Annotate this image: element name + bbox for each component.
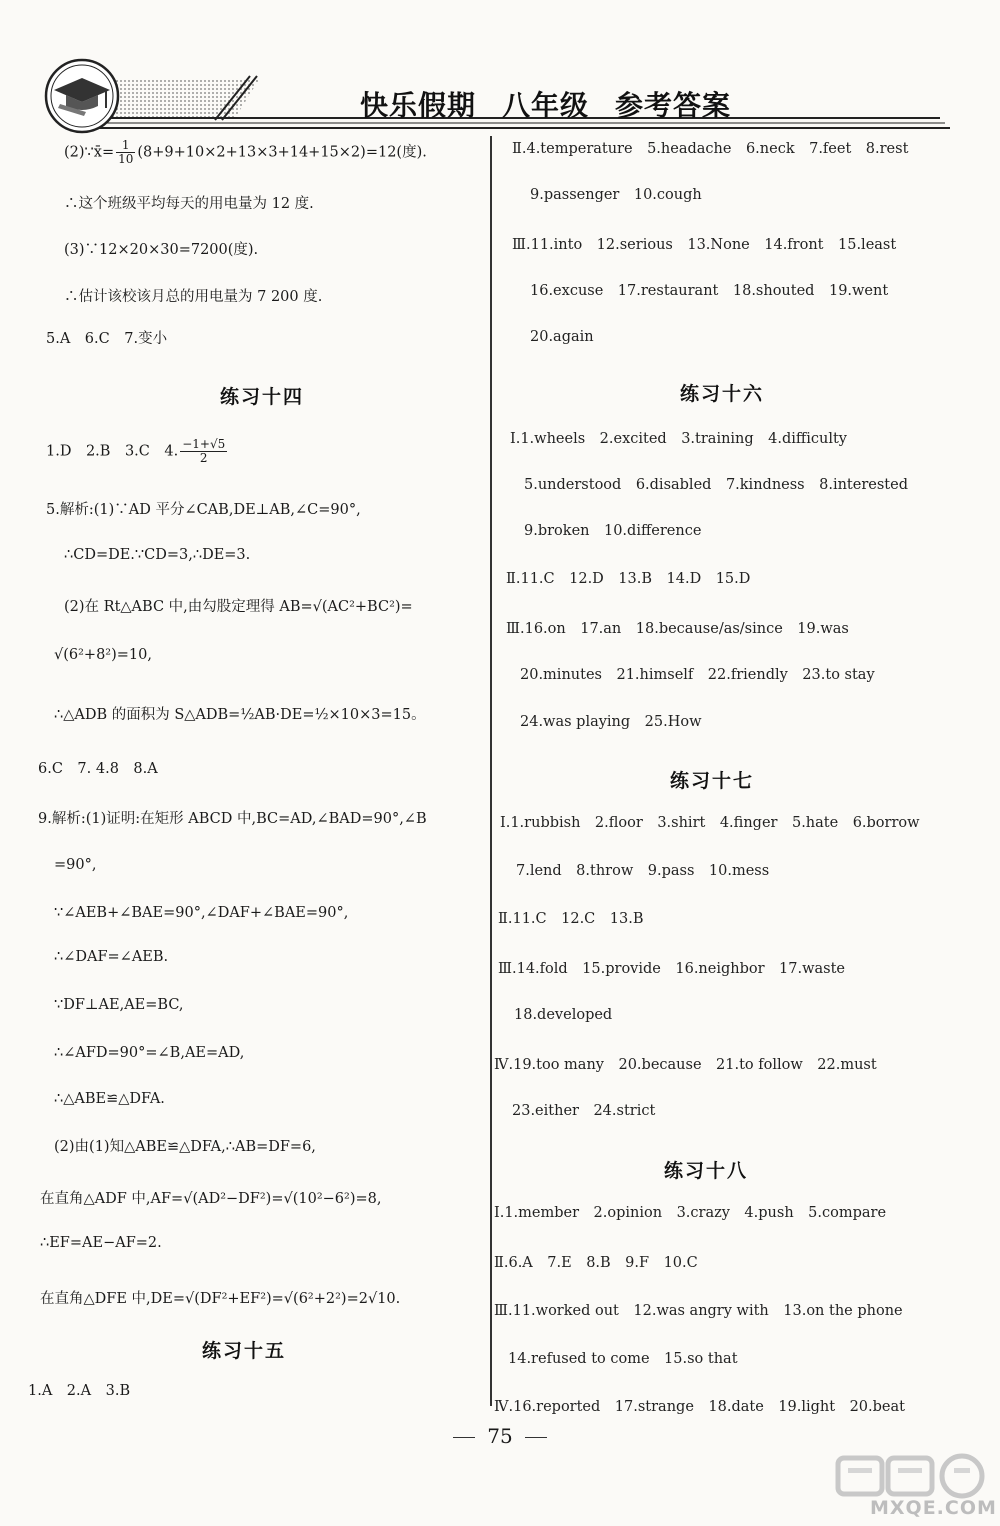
fraction-answer-4 [180,438,227,465]
right-line-6: Ⅰ.1.wheels 2.excited 3.training 4.difficulty [510,431,847,447]
left-line-16: ∴∠DAF=∠AEB. [54,949,169,965]
right-line-12: 24.was playing 25.How [520,714,702,730]
section-title-14: 练习十四 [220,386,305,408]
right-line-15: Ⅱ.11.C 12.C 13.B [498,911,644,927]
right-line-8: 9.broken 10.difference [524,523,702,539]
right-line-18: Ⅳ.19.too many 20.because 21.to follow 22.must [494,1057,877,1073]
title-part-3: 参考答案 [615,89,732,122]
right-line-17: 18.developed [514,1007,613,1023]
right-line-22: Ⅲ.11.worked out 12.was angry with 13.on the phone [494,1303,903,1319]
frac-num: 1 [116,139,135,153]
left-line-9: (2)在 Rt△ABC 中,由勾股定理得 AB=√(AC²+BC²)= [64,599,413,615]
left-line-2: ∴这个班级平均每天的用电量为 12 度. [64,196,314,212]
right-line-11: 20.minutes 21.himself 22.friendly 23.to stay [520,667,875,683]
right-line-2: 9.passenger 10.cough [530,187,702,203]
left-line-18: ∴∠AFD=90°=∠B,AE=AD, [54,1045,245,1061]
left-line-19: ∴△ABE≌△DFA. [54,1091,165,1107]
section-title-16: 练习十六 [680,383,765,405]
left-line-17: ∵DF⊥AE,AE=BC, [54,997,184,1013]
left-line-22: ∴EF=AE−AF=2. [40,1235,162,1251]
right-line-16: Ⅲ.14.fold 15.provide 16.neighbor 17.waste [498,961,846,977]
page-title [360,84,731,124]
dash-left [453,1437,475,1438]
left-line-15: ∵∠AEB+∠BAE=90°,∠DAF+∠BAE=90°, [54,905,349,921]
section-title-17: 练习十七 [670,770,755,792]
left-line-5: 5.A 6.C 7.变小 [46,331,168,347]
right-line-13: Ⅰ.1.rubbish 2.floor 3.shirt 4.finger 5.hate 6.borrow [500,815,920,831]
left-line-11: ∴△ADB 的面积为 S△ADB=½AB·DE=½×10×3=15。 [54,707,426,723]
l6-prefix: 1.D 2.B 3.C 4. [46,443,179,460]
left-line-20: (2)由(1)知△ABE≌△DFA,∴AB=DF=6, [54,1139,316,1155]
right-line-20: Ⅰ.1.member 2.opinion 3.crazy 4.push 5.compare [494,1205,887,1221]
left-line-14: =90°, [54,857,97,873]
section-title-18: 练习十八 [664,1160,749,1182]
right-line-10: Ⅲ.16.on 17.an 18.because/as/since 19.was [506,621,849,637]
frac-den: 2 [199,451,208,466]
left-line-24: 1.A 2.A 3.B [28,1383,131,1399]
column-divider [490,136,492,1406]
frac-num: −1+√5 [182,437,226,451]
left-line-13: 9.解析:(1)证明:在矩形 ABCD 中,BC=AD,∠BAD=90°,∠B [38,811,427,827]
fraction-1-10 [116,139,135,166]
watermark-text: MXQE.COM [870,1497,997,1519]
left-line-7: 5.解析:(1)∵AD 平分∠CAB,DE⊥AB,∠C=90°, [46,502,361,518]
right-line-24: Ⅳ.16.reported 17.strange 18.date 19.light 20.beat [494,1399,905,1415]
left-line-21: 在直角△ADF 中,AF=√(AD²−DF²)=√(10²−6²)=8, [40,1191,382,1207]
l1-rest: (8+9+10×2+13×3+14+15×2)=12(度). [137,144,427,161]
left-line-6 [46,438,229,465]
title-part-2: 八年级 [502,89,590,122]
right-line-3: Ⅲ.11.into 12.serious 13.None 14.front 15.least [512,237,897,253]
right-line-4: 16.excuse 17.restaurant 18.shouted 19.went [530,283,889,299]
page-number-value: 75 [487,1424,513,1448]
left-line-8: ∴CD=DE.∵CD=3,∴DE=3. [64,547,251,563]
right-line-14: 7.lend 8.throw 9.pass 10.mess [516,863,770,879]
right-line-9: Ⅱ.11.C 12.D 13.B 14.D 15.D [506,571,751,587]
left-line-23: 在直角△DFE 中,DE=√(DF²+EF²)=√(6²+2²)=2√10. [40,1291,401,1307]
right-line-23: 14.refused to come 15.so that [508,1351,738,1367]
right-line-5: 20.again [530,329,594,345]
right-line-7: 5.understood 6.disabled 7.kindness 8.interested [524,477,908,493]
title-part-1: 快乐假期 [360,89,477,122]
left-line-12: 6.C 7. 4.8 8.A [38,761,158,777]
dash-right [525,1437,547,1438]
left-line-10: √(6²+8²)=10, [54,647,152,663]
section-title-15: 练习十五 [202,1340,287,1362]
left-line-3: (3)∵12×20×30=7200(度). [64,242,259,258]
right-line-21: Ⅱ.6.A 7.E 8.B 9.F 10.C [494,1255,698,1271]
left-line-1 [64,139,427,166]
right-line-19: 23.either 24.strict [512,1103,656,1119]
page-header [0,0,1000,140]
right-line-1: Ⅱ.4.temperature 5.headache 6.neck 7.feet 8.rest [512,141,909,157]
l1-prefix: (2)∵x̄= [64,144,115,161]
left-line-4: ∴估计该校该月总的用电量为 7 200 度. [64,289,323,305]
page-number [0,1424,1000,1448]
frac-den: 10 [118,152,134,167]
graduation-cap-icon [52,74,112,118]
